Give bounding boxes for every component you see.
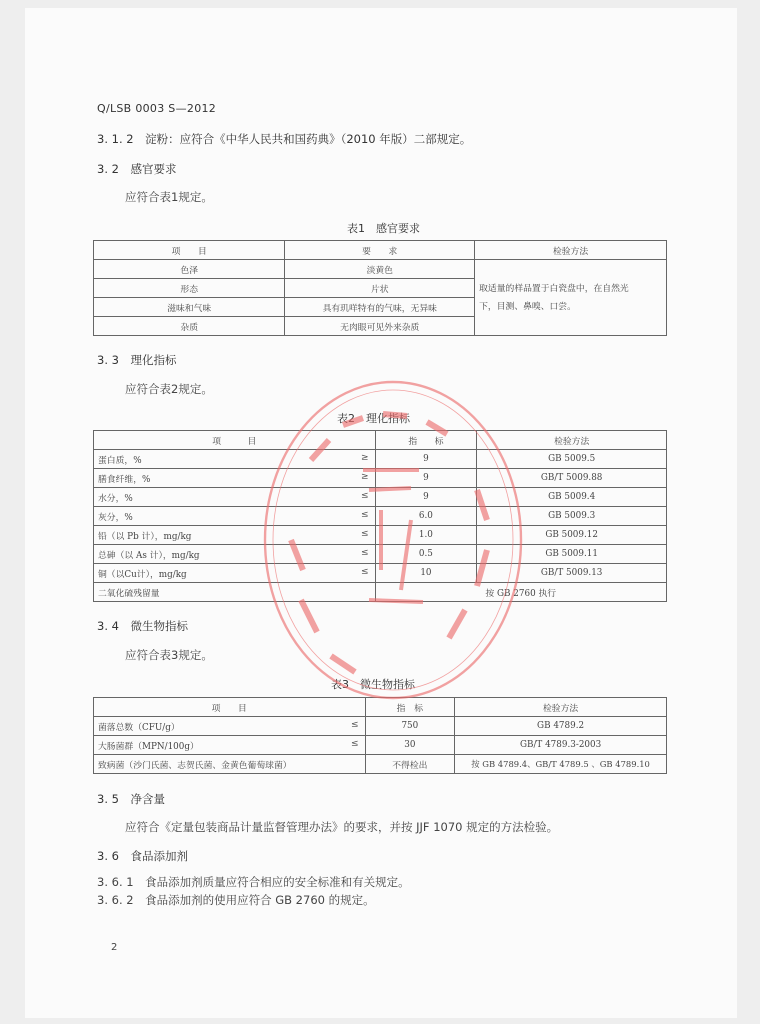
heading-3-6: 3. 6 食品添加剂	[97, 849, 188, 863]
item-cell: 色泽	[94, 260, 285, 279]
limit-cell: 0.5	[375, 545, 477, 564]
item-cell	[94, 507, 376, 526]
item-cell	[94, 450, 376, 469]
header-cell: 要 求	[285, 241, 475, 260]
item-label: 总砷（以 As 计），mg/kg	[98, 550, 200, 561]
header-cell: 指 标	[365, 698, 455, 717]
method-cell: GB/T 5009.88	[477, 469, 667, 488]
limit-cell: 9	[375, 450, 477, 469]
table-row	[94, 583, 667, 602]
limit-cell: 30	[365, 736, 455, 755]
method-cell: GB 5009.11	[477, 545, 667, 564]
method-cell: GB 5009.5	[477, 450, 667, 469]
item-cell	[94, 545, 376, 564]
limit-cell: 9	[375, 488, 477, 507]
item-cell: 二氧化硫残留量	[94, 583, 376, 602]
comparison-symbol: ≥	[360, 453, 369, 463]
comparison-symbol: ≤	[350, 739, 359, 749]
method-cell: GB 4789.2	[455, 717, 667, 736]
item-cell: 致病菌（沙门氏菌、志贺氏菌、金黄色葡萄球菌）	[94, 755, 366, 774]
header-cell: 指 标	[375, 431, 477, 450]
header-cell: 检验方法	[455, 698, 667, 717]
header-cell: 项 目	[94, 698, 366, 717]
heading-3-5: 3. 5 净含量	[97, 792, 165, 806]
method-cell: GB/T 5009.13	[477, 564, 667, 583]
para-3-5: 应符合《定量包装商品计量监督管理办法》的要求，并按 JJF 1070 规定的方法检验。	[125, 820, 559, 834]
item-label: 膳食纤维，%	[98, 474, 151, 485]
table-row	[94, 564, 667, 583]
limit-cell: 10	[375, 564, 477, 583]
limit-cell: 1.0	[375, 526, 477, 545]
item-cell	[94, 469, 376, 488]
header-cell: 项 目	[94, 431, 376, 450]
requirement-cell: 片状	[285, 279, 475, 298]
item-label: 灰分，%	[98, 512, 133, 523]
header-cell: 检验方法	[475, 241, 667, 260]
heading-3-4: 3. 4 微生物指标	[97, 619, 188, 633]
clause-3-6-1: 3. 6. 1 食品添加剂质量应符合相应的安全标准和有关规定。	[97, 875, 410, 889]
item-cell	[94, 488, 376, 507]
para-3-3: 应符合表2规定。	[125, 382, 213, 396]
table-row	[94, 469, 667, 488]
method-line: 下，目测、鼻嗅、口尝。	[479, 301, 576, 312]
item-label: 水分，%	[98, 493, 133, 504]
clause-3-1-2: 3. 1. 2 淀粉：应符合《中华人民共和国药典》（2010 年版）二部规定。	[97, 132, 472, 146]
item-label: 蛋白质，%	[98, 455, 142, 466]
standard-number: Q/LSB 0003 S—2012	[97, 102, 217, 115]
item-label: 铅（以 Pb 计），mg/kg	[98, 531, 192, 542]
microbiological-table	[93, 697, 667, 774]
header-cell: 项 目	[94, 241, 285, 260]
table-row	[94, 755, 667, 774]
table-header-row	[94, 431, 667, 450]
heading-3-2: 3. 2 感官要求	[97, 162, 177, 176]
requirement-cell: 具有玑咩特有的气味，无异味	[285, 298, 475, 317]
table-row	[94, 260, 667, 279]
item-cell	[94, 526, 376, 545]
table-row	[94, 736, 667, 755]
item-cell: 形态	[94, 279, 285, 298]
heading-3-3: 3. 3 理化指标	[97, 353, 177, 367]
para-3-2: 应符合表1规定。	[125, 190, 213, 204]
limit-cell: 6.0	[375, 507, 477, 526]
item-cell: 杂质	[94, 317, 285, 336]
item-label: 铜（以Cu计），mg/kg	[98, 569, 187, 580]
method-cell: GB 5009.4	[477, 488, 667, 507]
table-row	[94, 545, 667, 564]
table-header-row	[94, 698, 667, 717]
comparison-symbol: ≤	[360, 491, 369, 501]
limit-cell: 750	[365, 717, 455, 736]
method-cell: GB 5009.3	[477, 507, 667, 526]
comparison-symbol: ≤	[360, 529, 369, 539]
comparison-symbol: ≤	[360, 510, 369, 520]
table1-caption: 表1 感官要求	[347, 222, 420, 235]
method-cell: GB 5009.12	[477, 526, 667, 545]
table-row	[94, 717, 667, 736]
physicochemical-table	[93, 430, 667, 602]
item-cell	[94, 736, 366, 755]
page-number: 2	[111, 942, 118, 953]
table-row	[94, 488, 667, 507]
header-cell: 检验方法	[477, 431, 667, 450]
comparison-symbol: ≤	[360, 567, 369, 577]
item-cell: 滋味和气味	[94, 298, 285, 317]
comparison-symbol: ≤	[360, 548, 369, 558]
comparison-symbol: ≥	[360, 472, 369, 482]
table2-caption: 表2 理化指标	[337, 412, 410, 425]
table3-caption: 表3 微生物指标	[331, 678, 415, 691]
comparison-symbol: ≤	[350, 720, 359, 730]
para-3-4: 应符合表3规定。	[125, 648, 213, 662]
table-header-row	[94, 241, 667, 260]
requirement-cell: 淡黄色	[285, 260, 475, 279]
item-cell	[94, 564, 376, 583]
method-cell: 按 GB 2760 执行	[375, 583, 667, 602]
clause-3-6-2: 3. 6. 2 食品添加剂的使用应符合 GB 2760 的规定。	[97, 893, 375, 907]
item-cell	[94, 717, 366, 736]
table-row	[94, 526, 667, 545]
limit-cell: 不得检出	[365, 755, 455, 774]
method-line: 取适量的样品置于白瓷盘中，在自然光	[479, 283, 629, 294]
document-page	[25, 8, 737, 1018]
requirement-cell: 无肉眼可见外来杂质	[285, 317, 475, 336]
limit-cell: 9	[375, 469, 477, 488]
method-cell: 按 GB 4789.4、GB/T 4789.5 、GB 4789.10	[455, 755, 667, 774]
item-label: 大肠菌群（MPN/100g）	[98, 741, 199, 752]
table-row	[94, 450, 667, 469]
method-cell: GB/T 4789.3-2003	[455, 736, 667, 755]
sensory-table	[93, 240, 667, 336]
item-label: 菌落总数（CFU/g）	[98, 722, 180, 733]
table-row	[94, 507, 667, 526]
method-cell	[475, 260, 667, 336]
